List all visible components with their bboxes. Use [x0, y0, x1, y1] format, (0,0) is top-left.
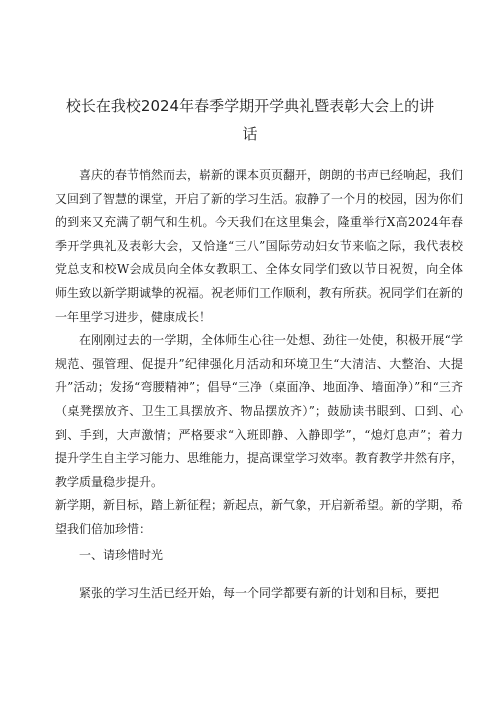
paragraph-greeting: 喜庆的春节悄然而去，崭新的课本页页翻开，朗朗的书声已经响起，我们又回到了智慧的课堂，开启了新的学习生活。寂静了一个月的校园，因为你们的到来又充满了朝气和生机。今天我们在这里集会，隆重举行X高2024年春季开学典礼及表彰大会，又恰逢“三八”国际劳动妇女节来临之际，我代表校党总支和校W会成员向全体女教职工、全体女同学们致以节日祝贺，向全体师生致以新学期诚挚的祝福。祝老师们工作顺利，教有所获。祝同学们在新的一年里学习进步，健康成长！: [55, 168, 464, 324]
document-title: 校长在我校2024年春季学期开学典礼暨表彰大会上的讲话: [65, 97, 435, 143]
paragraph-cherish-time: 紧张的学习生活已经开始，每一个同学都要有新的计划和目标，要把: [79, 585, 440, 600]
paragraph-new-term: 新学期，新目标，踏上新征程；新起点，新气象，开启新希望。新的学期，希望我们倍加珍惜：: [55, 498, 464, 536]
paragraph-review: 在刚刚过去的一学期，全体师生心往一处想、劲往一处使，积极开展“学规范、强管理、促提升”纪律强化月活动和环境卫生“大清洁、大整治、大提升”活动；发扬“弯腰精神”；倡导“三净（桌面净、地面净、墙面净）”和“三齐（桌凳摆放齐、卫生工具摆放齐、物品摆放齐）”；鼓励读书眼到、口到、心到、手到，大声激情；严格要求“入班即静、入静即学”，“熄灯息声”；着力提升学生自主学习能力、思维能力，提高课堂学习效率。教育教学井然有序，教学质量稳步提升。: [55, 333, 464, 489]
document-body: [55, 164, 463, 605]
section-heading: 一、请珍惜时光: [79, 547, 164, 562]
